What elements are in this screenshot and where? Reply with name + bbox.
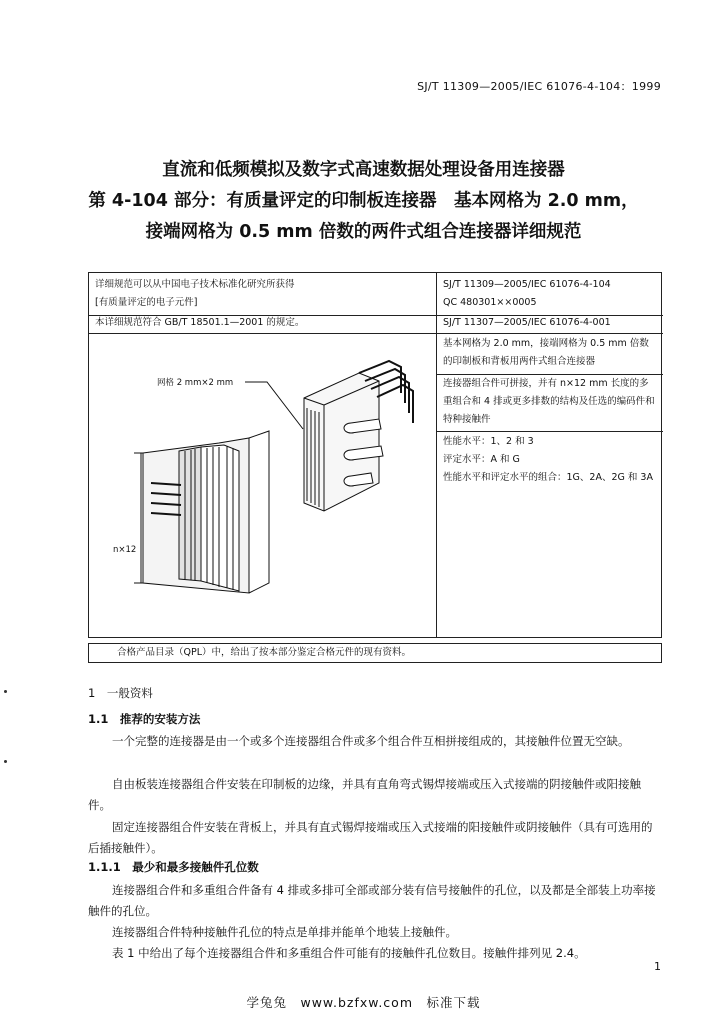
table-rule xyxy=(436,333,663,334)
n-dimension-label: n×12 xyxy=(113,545,137,555)
section-1-heading: 1 一般资料 xyxy=(88,686,153,700)
paragraph-5: 连接器组合件特种接触件孔位的特点是单排并能单个地装上接触件。 xyxy=(112,925,457,939)
perf-assess-combo: 性能水平和评定水平的组合：1G、2A、2G 和 3A xyxy=(443,472,653,483)
spec-source: 详细规范可以从中国电子技术标准化研究所获得 xyxy=(95,279,295,290)
table-rule xyxy=(436,431,663,432)
connector-figure xyxy=(89,333,436,638)
paragraph-2: 自由板装连接器组合件安装在印制板的边缘，并具有直角弯式锡焊接端或压入式接端的阴接触件或阳接触件。 xyxy=(88,777,641,812)
title-line-3: 接端网格为 0.5 mm 倍数的两件式组合连接器详细规范 xyxy=(145,222,582,242)
spec-ref-3: SJ/T 11307—2005/IEC 61076-4-001 xyxy=(443,317,611,328)
spec-conformance: 本详细规范符合 GB/T 18501.1—2001 的规定。 xyxy=(95,317,305,328)
spec-ref-2: QC 480301××0005 xyxy=(443,297,537,308)
paragraph-3: 固定连接器组合件安装在背板上，并具有直式锡焊接端或压入式接端的阳接触件或阴接触件（具有可选用的后插接触件）。 xyxy=(88,820,653,855)
section-1-1-1-heading: 1.1.1 最少和最多接触件孔位数 xyxy=(88,860,259,874)
spec-ref-1: SJ/T 11309—2005/IEC 61076-4-104 xyxy=(443,279,611,290)
assess-level: 评定水平：A 和 G xyxy=(443,454,520,465)
spec-desc-1: 基本网格为 2.0 mm，接端网格为 0.5 mm 倍数的印制板和背板用两件式组合连接器 xyxy=(443,338,649,367)
paragraph-1: 一个完整的连接器是由一个或多个连接器组合件或多个组合件互相拼接组成的，其接触件位置无空缺。 xyxy=(112,734,630,748)
spec-desc-2: 连接器组合件可拼接，并有 n×12 mm 长度的多重组合和 4 排或更多排数的结构及任选的编码件和特种接触件 xyxy=(443,378,655,425)
spec-table xyxy=(88,272,662,638)
perf-level: 性能水平：1、2 和 3 xyxy=(443,436,534,447)
standard-code: SJ/T 11309—2005/IEC 61076-4-104：1999 xyxy=(417,80,661,93)
grid-label: 网格 2 mm×2 mm xyxy=(157,378,234,388)
grid-leader-line xyxy=(245,382,303,429)
paragraph-6: 表 1 中给出了每个连接器组合件和多重组合件可能有的接触件孔位数目。接触件排列见 2.4。 xyxy=(112,946,586,960)
paragraph-4: 连接器组合件和多重组合件备有 4 排或多排可全部或部分装有信号接触件的孔位，以及都是全部装上功率接触件的孔位。 xyxy=(88,883,656,918)
footer-watermark: 学兔兔 www.bzfxw.com 标准下载 xyxy=(246,995,481,1010)
title-line-1: 直流和低频模拟及数字式高速数据处理设备用连接器 xyxy=(162,160,565,180)
qpl-note: 合格产品目录（QPL）中，给出了按本部分鉴定合格元件的现有资料。 xyxy=(88,643,662,663)
title-line-2: 第 4-104 部分：有质量评定的印制板连接器 基本网格为 2.0 mm， xyxy=(88,191,639,211)
scan-mark xyxy=(4,760,7,763)
table-divider xyxy=(436,273,437,637)
spec-category: [有质量评定的电子元件] xyxy=(95,297,198,308)
scan-mark xyxy=(4,690,7,693)
page-number: 1 xyxy=(654,960,661,973)
section-1-1-heading: 1.1 推荐的安装方法 xyxy=(88,712,201,726)
